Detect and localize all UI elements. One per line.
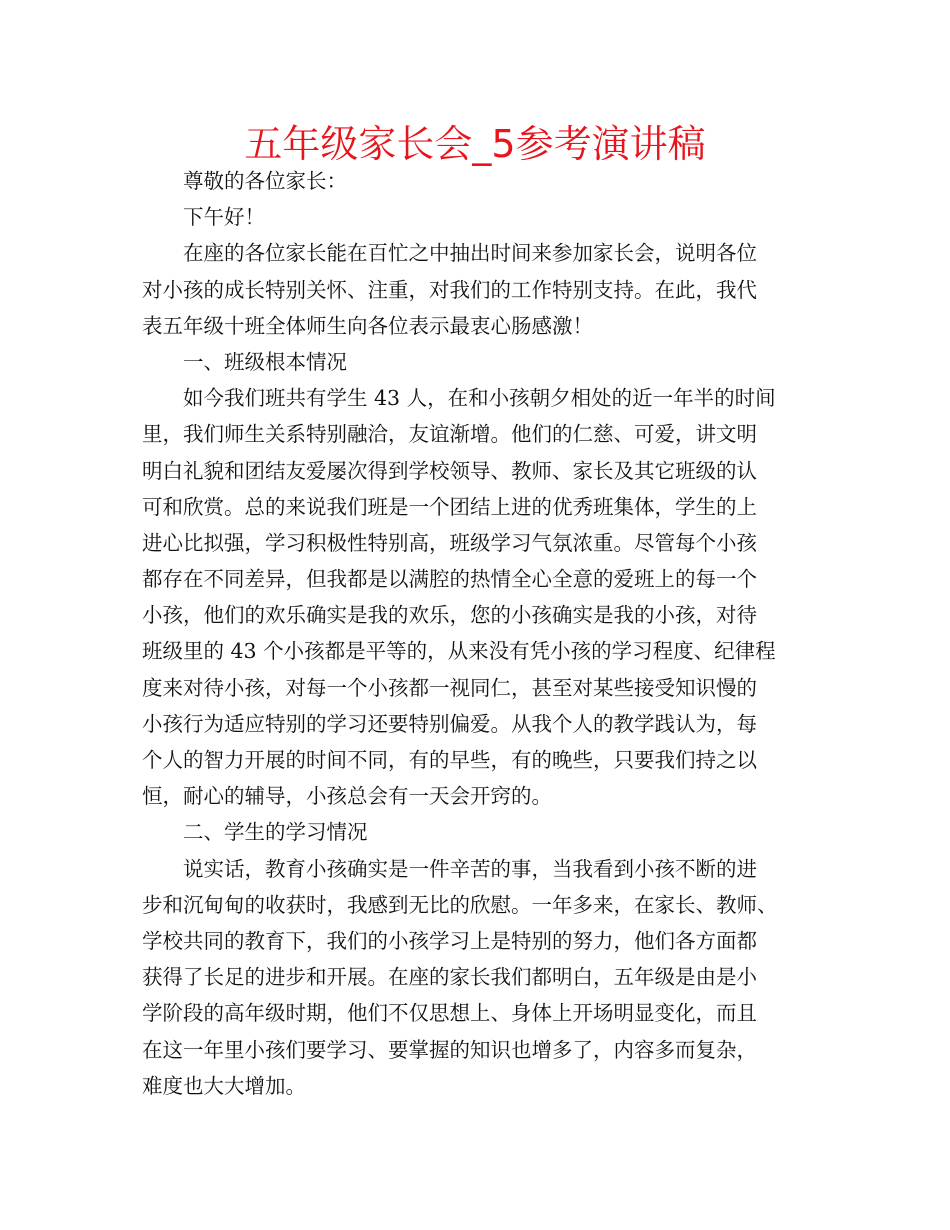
text-line: 获得了长足的进步和开展。在座的家长我们都明白，五年级是由是小 bbox=[142, 965, 757, 990]
text-line: 表五年级十班全体师生向各位表示最衷心肠感激！ bbox=[142, 313, 593, 338]
text-line: 一、班级根本情况 bbox=[183, 349, 347, 374]
document-body bbox=[142, 163, 832, 1104]
text-line: 可和欣赏。总的来说我们班是一个团结上进的优秀班集体，学生的上 bbox=[142, 494, 757, 519]
text-line: 在这一年里小孩们要学习、要掌握的知识也增多了，内容多而复杂， bbox=[142, 1037, 757, 1062]
text-line: 恒，耐心的辅导，小孩总会有一天会开窍的。 bbox=[142, 784, 552, 809]
text-line: 明白礼貌和团结友爱屡次得到学校领导、教师、家长及其它班级的认 bbox=[142, 458, 757, 483]
text-line: 个人的智力开展的时间不同，有的早些，有的晚些，只要我们持之以 bbox=[142, 748, 757, 772]
text-line: 对小孩的成长特别关怀、注重，对我们的工作特别支持。在此，我代 bbox=[142, 277, 757, 302]
text-line: 尊敬的各位家长： bbox=[183, 169, 347, 193]
text-line: 说实话，教育小孩确实是一件辛苦的事，当我看到小孩不断的进 bbox=[183, 856, 757, 881]
text-line: 如今我们班共有学生 43 人，在和小孩朝夕相处的近一年半的时间 bbox=[183, 386, 776, 411]
text-line: 在座的各位家长能在百忙之中抽出时间来参加家长会，说明各位 bbox=[183, 241, 757, 266]
text-line: 度来对待小孩，对每一个小孩都一视同仁，甚至对某些接受知识慢的 bbox=[142, 675, 757, 700]
text-line: 里，我们师生关系特别融洽，友谊渐增。他们的仁慈、可爱，讲文明 bbox=[142, 422, 757, 447]
text-line: 小孩行为适应特别的学习还要特别偏爱。从我个人的教学践认为，每 bbox=[142, 711, 757, 736]
text-line: 难度也大大增加。 bbox=[142, 1073, 306, 1098]
text-line: 学校共同的教育下，我们的小孩学习上是特别的努力，他们各方面都 bbox=[142, 928, 757, 953]
text-line: 二、学生的学习情况 bbox=[183, 820, 368, 845]
text-line: 进心比拟强，学习积极性特别高，班级学习气氛浓重。尽管每个小孩 bbox=[142, 530, 757, 555]
text-line: 都存在不同差异，但我都是以满腔的热情全心全意的爱班上的每一个 bbox=[142, 567, 757, 592]
text-line: 班级里的 43 个小孩都是平等的，从来没有凭小孩的学习程度、纪律程 bbox=[142, 639, 776, 664]
text-line: 学阶段的高年级时期，他们不仅思想上、身体上开场明显变化，而且 bbox=[142, 1001, 757, 1026]
text-line: 步和沉甸甸的收获时，我感到无比的欣慰。一年多来，在家长、教师、 bbox=[142, 892, 778, 917]
text-line: 小孩，他们的欢乐确实是我的欢乐，您的小孩确实是我的小孩，对待 bbox=[142, 603, 757, 628]
text-line: 下午好！ bbox=[183, 205, 265, 230]
document-title: 五年级家长会_5参考演讲稿 bbox=[244, 122, 706, 166]
